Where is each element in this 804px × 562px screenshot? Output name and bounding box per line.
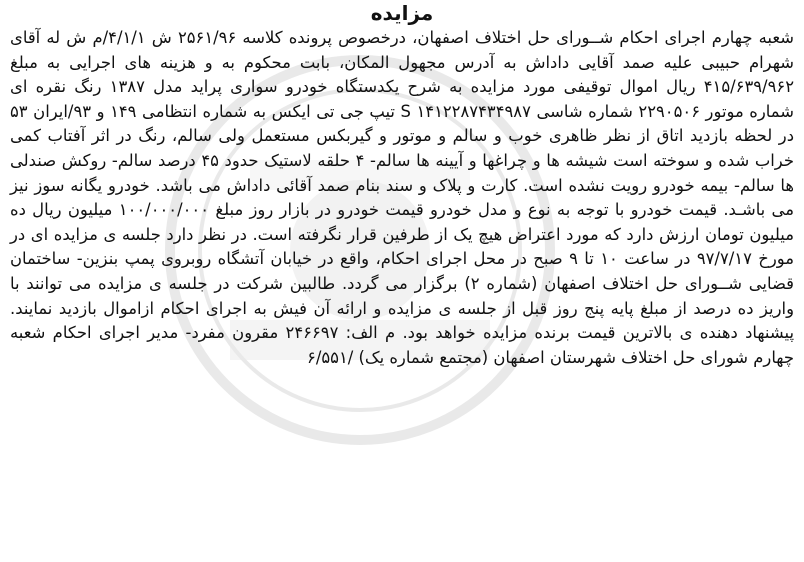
notice-title: مزایده	[370, 1, 434, 25]
notice-body: شعبه چهارم اجرای احکام شــورای حل اختلاف اصفهان، درخصوص پرونده کلاسه ۲۵۶۱/۹۶ ش ۴/۱/۱/م ش له آقای شهرام حبیبی علیه صمد آقایی داداش به آدرس مجهول المکان، بابت محکوم به و هزینه های اجرایی به مبلغ ۴۱۵/۶۳۹/۹۶۲ ریال اموال توقیفی مورد مزایده به شرح یکدستگاه خودرو سواری پراید مدل ۱۳۸۷ رنگ نقره ای شماره موتور ۲۲۹۰۵۰۶ شماره شاسی S ۱۴۱۲۲۸۷۴۳۴۹۸۷ تیپ جی تی ایکس به شماره انتظامی ۱۴۹ و ۹۳/ایران ۵۳ در لحظه بازدید اتاق از نظر ظاهری خوب و سالم و موتور و گیربکس مستعمل ولی سالم، رنگ در اثر آفتاب کمی خراب شده و سوخته است شیشه ها و چراغها و آیینه ها سالم- ۴ حلقه لاستیک حدود ۴۵ درصد سالم- روکش صندلی ها سالم- بیمه خودرو رویت نشده است. کارت و پلاک و سند بنام صمد آقائی داداش می باشد. خودرو یگانه سوز نیز می باشـد. قیمت خودرو با توجه به نوع و مدل خودرو قیمت خودرو در بازار روز مبلغ ۱۰۰/۰۰۰/۰۰۰ میلیون ریال ده میلیون تومان ارزش دارد که مورد اعتراض هیچ یک از طرفین قرار نگرفته است. در نظر دارد جلسه ی مزایده ای در مورخ ۹۷/۷/۱۷ در ساعت ۱۰ تا ۹ صبح در محل اجرای احکام، واقع در خیابان آتشگاه روبروی پمپ بنزین- ساختمان قضایی شــورای حل اختلاف اصفهان (شماره ۲) برگزار می گردد. طالبین شرکت در جلسه ی مزایده می توانند با واریز ده درصد از مبلغ پایه پنج روز قبل از جلسه ی مزایده و ارائه آن فیش به اجرای احکام ازاموال بازدید نمایند. پیشنهاد دهنده ی بالاترین قیمت برنده مزایده خواهد بود. م الف: ۲۴۶۶۹۷ مقرون مفرد- مدیر اجرای احکام شعبه چهارم شورای حل اختلاف شهرستان اصفهان (مجتمع شماره یک) /۶/۵۵۱	[10, 28, 795, 367]
